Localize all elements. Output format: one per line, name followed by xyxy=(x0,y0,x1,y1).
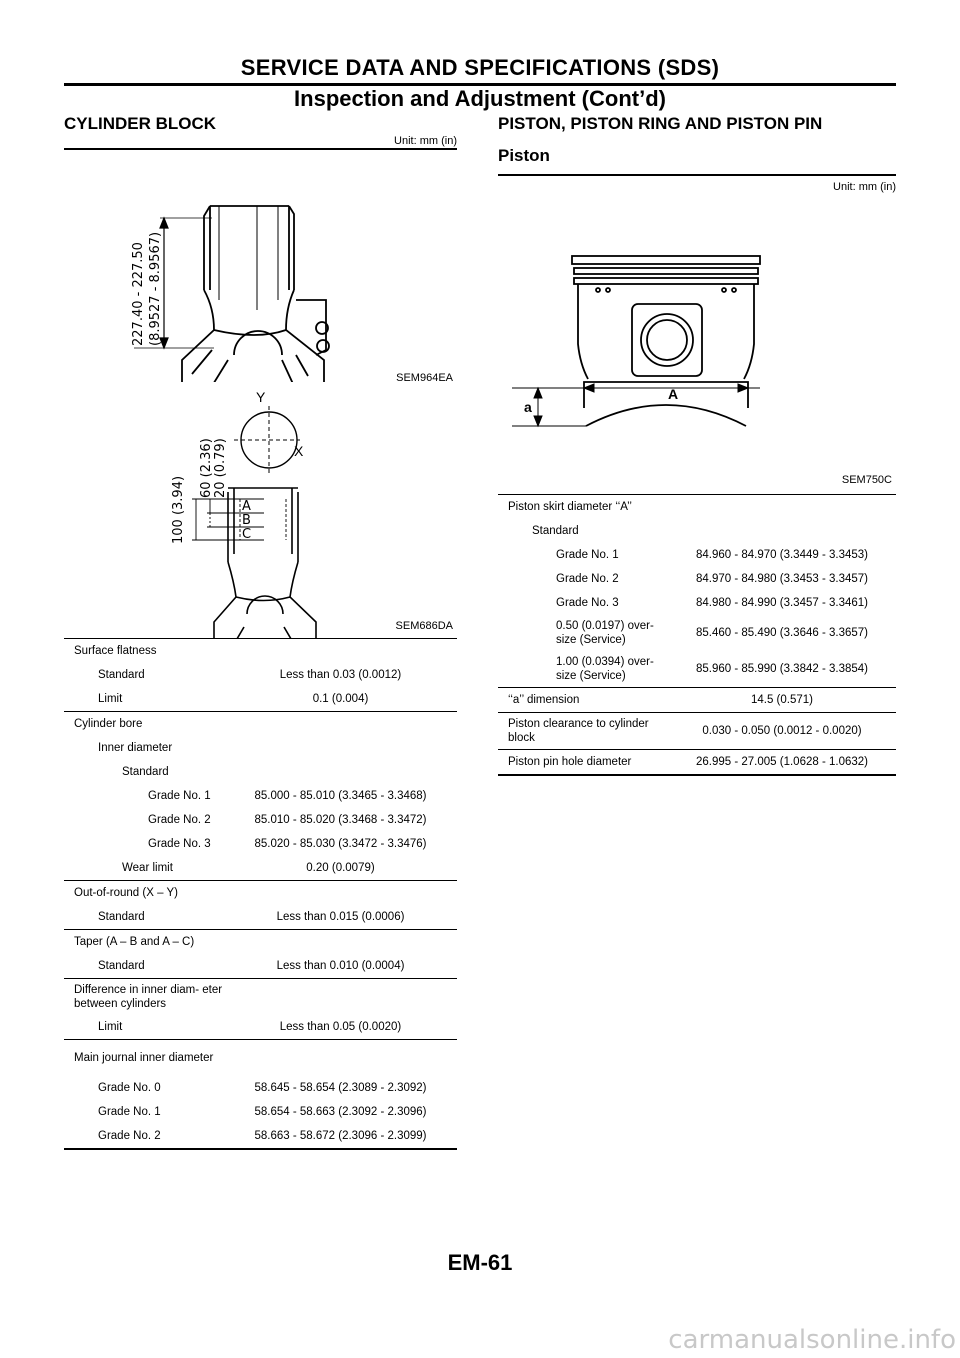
row-value: Less than 0.010 (0.0004) xyxy=(276,960,405,972)
table-row xyxy=(64,1124,457,1148)
piston-unit: Unit: mm (in) xyxy=(833,181,896,193)
row-label: Grade No. 0 xyxy=(98,1082,161,1094)
table-bottom-rule xyxy=(498,774,896,776)
cylinder-block-section xyxy=(64,114,457,1150)
row-value: 84.970 - 84.980 (3.3453 - 3.3457) xyxy=(696,573,868,585)
table-row xyxy=(64,639,457,663)
row-label: Piston pin hole diameter xyxy=(498,750,668,775)
row-value xyxy=(668,495,896,519)
row-value xyxy=(224,712,457,737)
row-label: Piston skirt diameter ‘‘A’’ xyxy=(508,501,632,513)
row-value xyxy=(224,736,457,760)
row-label: 0.50 (0.0197) over- size (Service) xyxy=(556,620,654,646)
table-row xyxy=(498,543,896,567)
row-value: 14.5 (0.571) xyxy=(668,688,896,713)
page-subtitle: Inspection and Adjustment (Cont’d) xyxy=(294,86,666,111)
figure-code-sem964ea: SEM964EA xyxy=(396,372,453,384)
table-bottom-rule xyxy=(64,1148,457,1150)
page-number: EM-61 xyxy=(447,1250,513,1275)
row-value: 85.000 - 85.010 (3.3465 - 3.3468) xyxy=(254,790,427,802)
table-row xyxy=(64,1040,457,1077)
row-value: 58.654 - 58.663 (2.3092 - 2.3096) xyxy=(254,1106,427,1118)
row-value: 84.960 - 84.970 (3.3449 - 3.3453) xyxy=(696,549,868,561)
row-label: 1.00 (0.0394) over- size (Service) xyxy=(556,656,654,682)
piston-section xyxy=(498,114,896,776)
figure-piston xyxy=(498,194,896,494)
row-value: 0.20 (0.0079) xyxy=(306,862,375,874)
row-label: Limit xyxy=(98,1021,123,1033)
table-row xyxy=(64,905,457,930)
table-row xyxy=(64,930,457,955)
row-label: Cylinder bore xyxy=(64,712,224,737)
row-label: Standard xyxy=(98,960,145,972)
row-value: Less than 0.03 (0.0012) xyxy=(279,669,402,681)
row-label: ‘‘a’’ dimension xyxy=(498,688,668,713)
row-label: Grade No. 2 xyxy=(98,1130,161,1142)
table-row xyxy=(64,760,457,784)
cylinder-block-title: CYLINDER BLOCK xyxy=(64,114,217,133)
row-value xyxy=(224,760,457,784)
table-row xyxy=(498,651,896,688)
row-value: Less than 0.05 (0.0020) xyxy=(279,1021,402,1033)
point-a-label: A xyxy=(242,499,251,514)
piston-section-title: PISTON, PISTON RING AND PISTON PIN xyxy=(498,114,823,133)
page-header xyxy=(64,55,896,111)
row-value: 58.663 - 58.672 (2.3096 - 2.3099) xyxy=(254,1130,427,1142)
table-row xyxy=(64,954,457,979)
dim-227: 227.40 - 227.50 xyxy=(131,242,146,346)
table-row xyxy=(64,1076,457,1100)
row-label: Limit xyxy=(98,693,123,705)
row-value: 85.460 - 85.490 (3.3646 - 3.3657) xyxy=(696,627,868,639)
row-label: Main journal inner diameter xyxy=(64,1040,224,1077)
row-label: Grade No. 1 xyxy=(556,549,619,561)
table-row xyxy=(498,688,896,713)
row-value xyxy=(668,519,896,543)
row-value: 85.020 - 85.030 (3.3472 - 3.3476) xyxy=(254,838,427,850)
point-b-label: B xyxy=(242,513,251,528)
row-label: Piston clearance to cylinder block xyxy=(498,713,668,750)
figure-cylinder-height xyxy=(64,150,457,382)
table-row xyxy=(64,663,457,687)
row-value xyxy=(224,930,457,955)
row-label: Surface flatness xyxy=(74,645,157,657)
bore-measurement-diagram xyxy=(64,382,457,638)
row-label: Grade No. 1 xyxy=(148,790,211,802)
row-value: 84.980 - 84.990 (3.3457 - 3.3461) xyxy=(696,597,868,609)
piston-subtitle: Piston xyxy=(498,146,550,165)
row-value xyxy=(224,639,457,663)
figure-bore-measurement xyxy=(64,382,457,638)
row-value: 58.645 - 58.654 (2.3089 - 2.3092) xyxy=(254,1082,427,1094)
row-value: Less than 0.015 (0.0006) xyxy=(276,911,405,923)
row-label: Wear limit xyxy=(122,862,173,874)
row-label: Inner diameter xyxy=(98,742,173,754)
table-row xyxy=(64,856,457,881)
table-row xyxy=(498,615,896,651)
row-label: Difference in inner diam- eter between cylinders xyxy=(64,979,224,1016)
table-row xyxy=(64,832,457,856)
row-label: Standard xyxy=(98,669,145,681)
row-value: 26.995 - 27.005 (1.0628 - 1.0632) xyxy=(668,750,896,775)
row-label: Grade No. 2 xyxy=(556,573,619,585)
figure-code-sem686da: SEM686DA xyxy=(395,620,453,632)
page-title: SERVICE DATA AND SPECIFICATIONS (SDS) xyxy=(240,55,720,80)
row-label: Grade No. 1 xyxy=(98,1106,161,1118)
row-value xyxy=(224,979,457,1016)
row-value xyxy=(224,881,457,906)
table-row xyxy=(64,712,457,737)
row-label: Standard xyxy=(98,911,145,923)
row-label: Grade No. 3 xyxy=(556,597,619,609)
row-value: 0.1 (0.004) xyxy=(312,693,369,705)
table-row xyxy=(498,519,896,543)
table-row xyxy=(64,784,457,808)
table-row xyxy=(498,591,896,615)
dim-20: 20 (0.79) xyxy=(213,438,228,498)
row-label: Grade No. 3 xyxy=(148,838,211,850)
row-value: 0.030 - 0.050 (0.0012 - 0.0020) xyxy=(668,713,896,750)
table-row xyxy=(64,687,457,712)
dim-100: 100 (3.94) xyxy=(171,475,186,544)
piston-diagram xyxy=(498,194,896,494)
table-row xyxy=(64,736,457,760)
figure-code-sem750c: SEM750C xyxy=(841,474,892,486)
section-rule xyxy=(498,174,896,176)
row-label: Grade No. 2 xyxy=(148,814,211,826)
row-value: 85.960 - 85.990 (3.3842 - 3.3854) xyxy=(696,663,868,675)
dim-60: 60 (2.36) xyxy=(199,438,214,498)
axis-x-label: X xyxy=(294,443,304,459)
row-value: 85.010 - 85.020 (3.3468 - 3.3472) xyxy=(254,814,427,826)
table-row xyxy=(498,495,896,519)
dim-8-95: (8.9527 - 8.9567) xyxy=(148,231,163,346)
watermark: carmanualsonline.info xyxy=(668,1325,956,1355)
table-row xyxy=(64,808,457,832)
piston-spec-table xyxy=(498,495,896,774)
cylinder-block-unit: Unit: mm (in) xyxy=(394,135,457,147)
dimension-a-upper-label: A xyxy=(668,386,679,402)
table-row xyxy=(498,567,896,591)
point-c-label: C xyxy=(242,527,252,542)
dimension-a-lower-label: a xyxy=(524,399,532,415)
row-label: Out-of-round (X – Y) xyxy=(64,881,224,906)
table-row xyxy=(498,750,896,775)
row-label: Standard xyxy=(532,525,579,537)
axis-y-label: Y xyxy=(256,389,266,405)
table-row xyxy=(64,979,457,1016)
table-row xyxy=(64,1015,457,1040)
row-value xyxy=(224,1040,457,1077)
table-row xyxy=(64,1100,457,1124)
table-row xyxy=(498,713,896,750)
cylinder-block-height-diagram xyxy=(64,150,457,382)
table-row xyxy=(64,881,457,906)
row-label: Standard xyxy=(122,766,169,778)
row-label: Taper (A – B and A – C) xyxy=(64,930,224,955)
cylinder-block-spec-table xyxy=(64,639,457,1148)
